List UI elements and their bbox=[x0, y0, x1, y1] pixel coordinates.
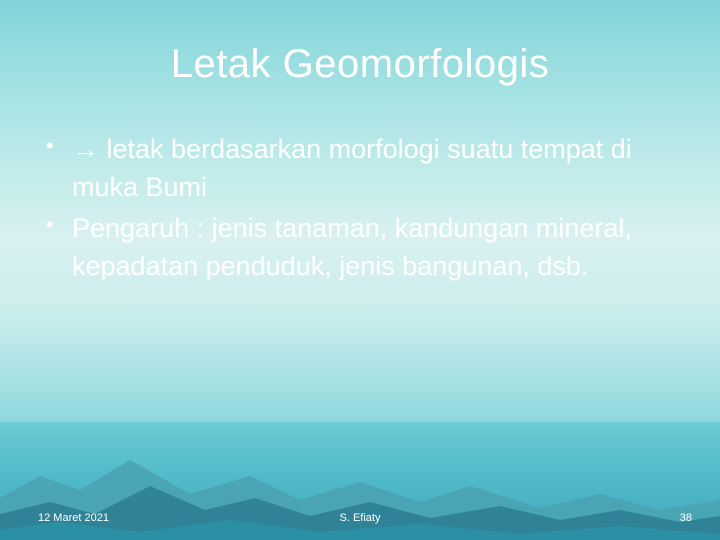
bullet-marker: • bbox=[46, 211, 54, 237]
bullet-text: Pengaruh : jenis tanaman, kandungan mineral, kepadatan penduduk, jenis bangunan, dsb. bbox=[72, 212, 632, 281]
slide-footer bbox=[0, 508, 720, 530]
footer-page-number: 38 bbox=[679, 512, 692, 524]
footer-date: 12 Maret 2021 bbox=[38, 512, 109, 524]
bullet-text: → letak berdasarkan morfologi suatu tempat di muka Bumi bbox=[72, 134, 632, 203]
footer-author: S. Efiaty bbox=[339, 512, 381, 524]
list-item bbox=[30, 209, 660, 286]
list-item bbox=[30, 130, 660, 207]
bullet-marker: • bbox=[46, 133, 54, 158]
page-title: Letak Geomorfologis bbox=[170, 42, 550, 86]
slide-body bbox=[30, 130, 660, 287]
